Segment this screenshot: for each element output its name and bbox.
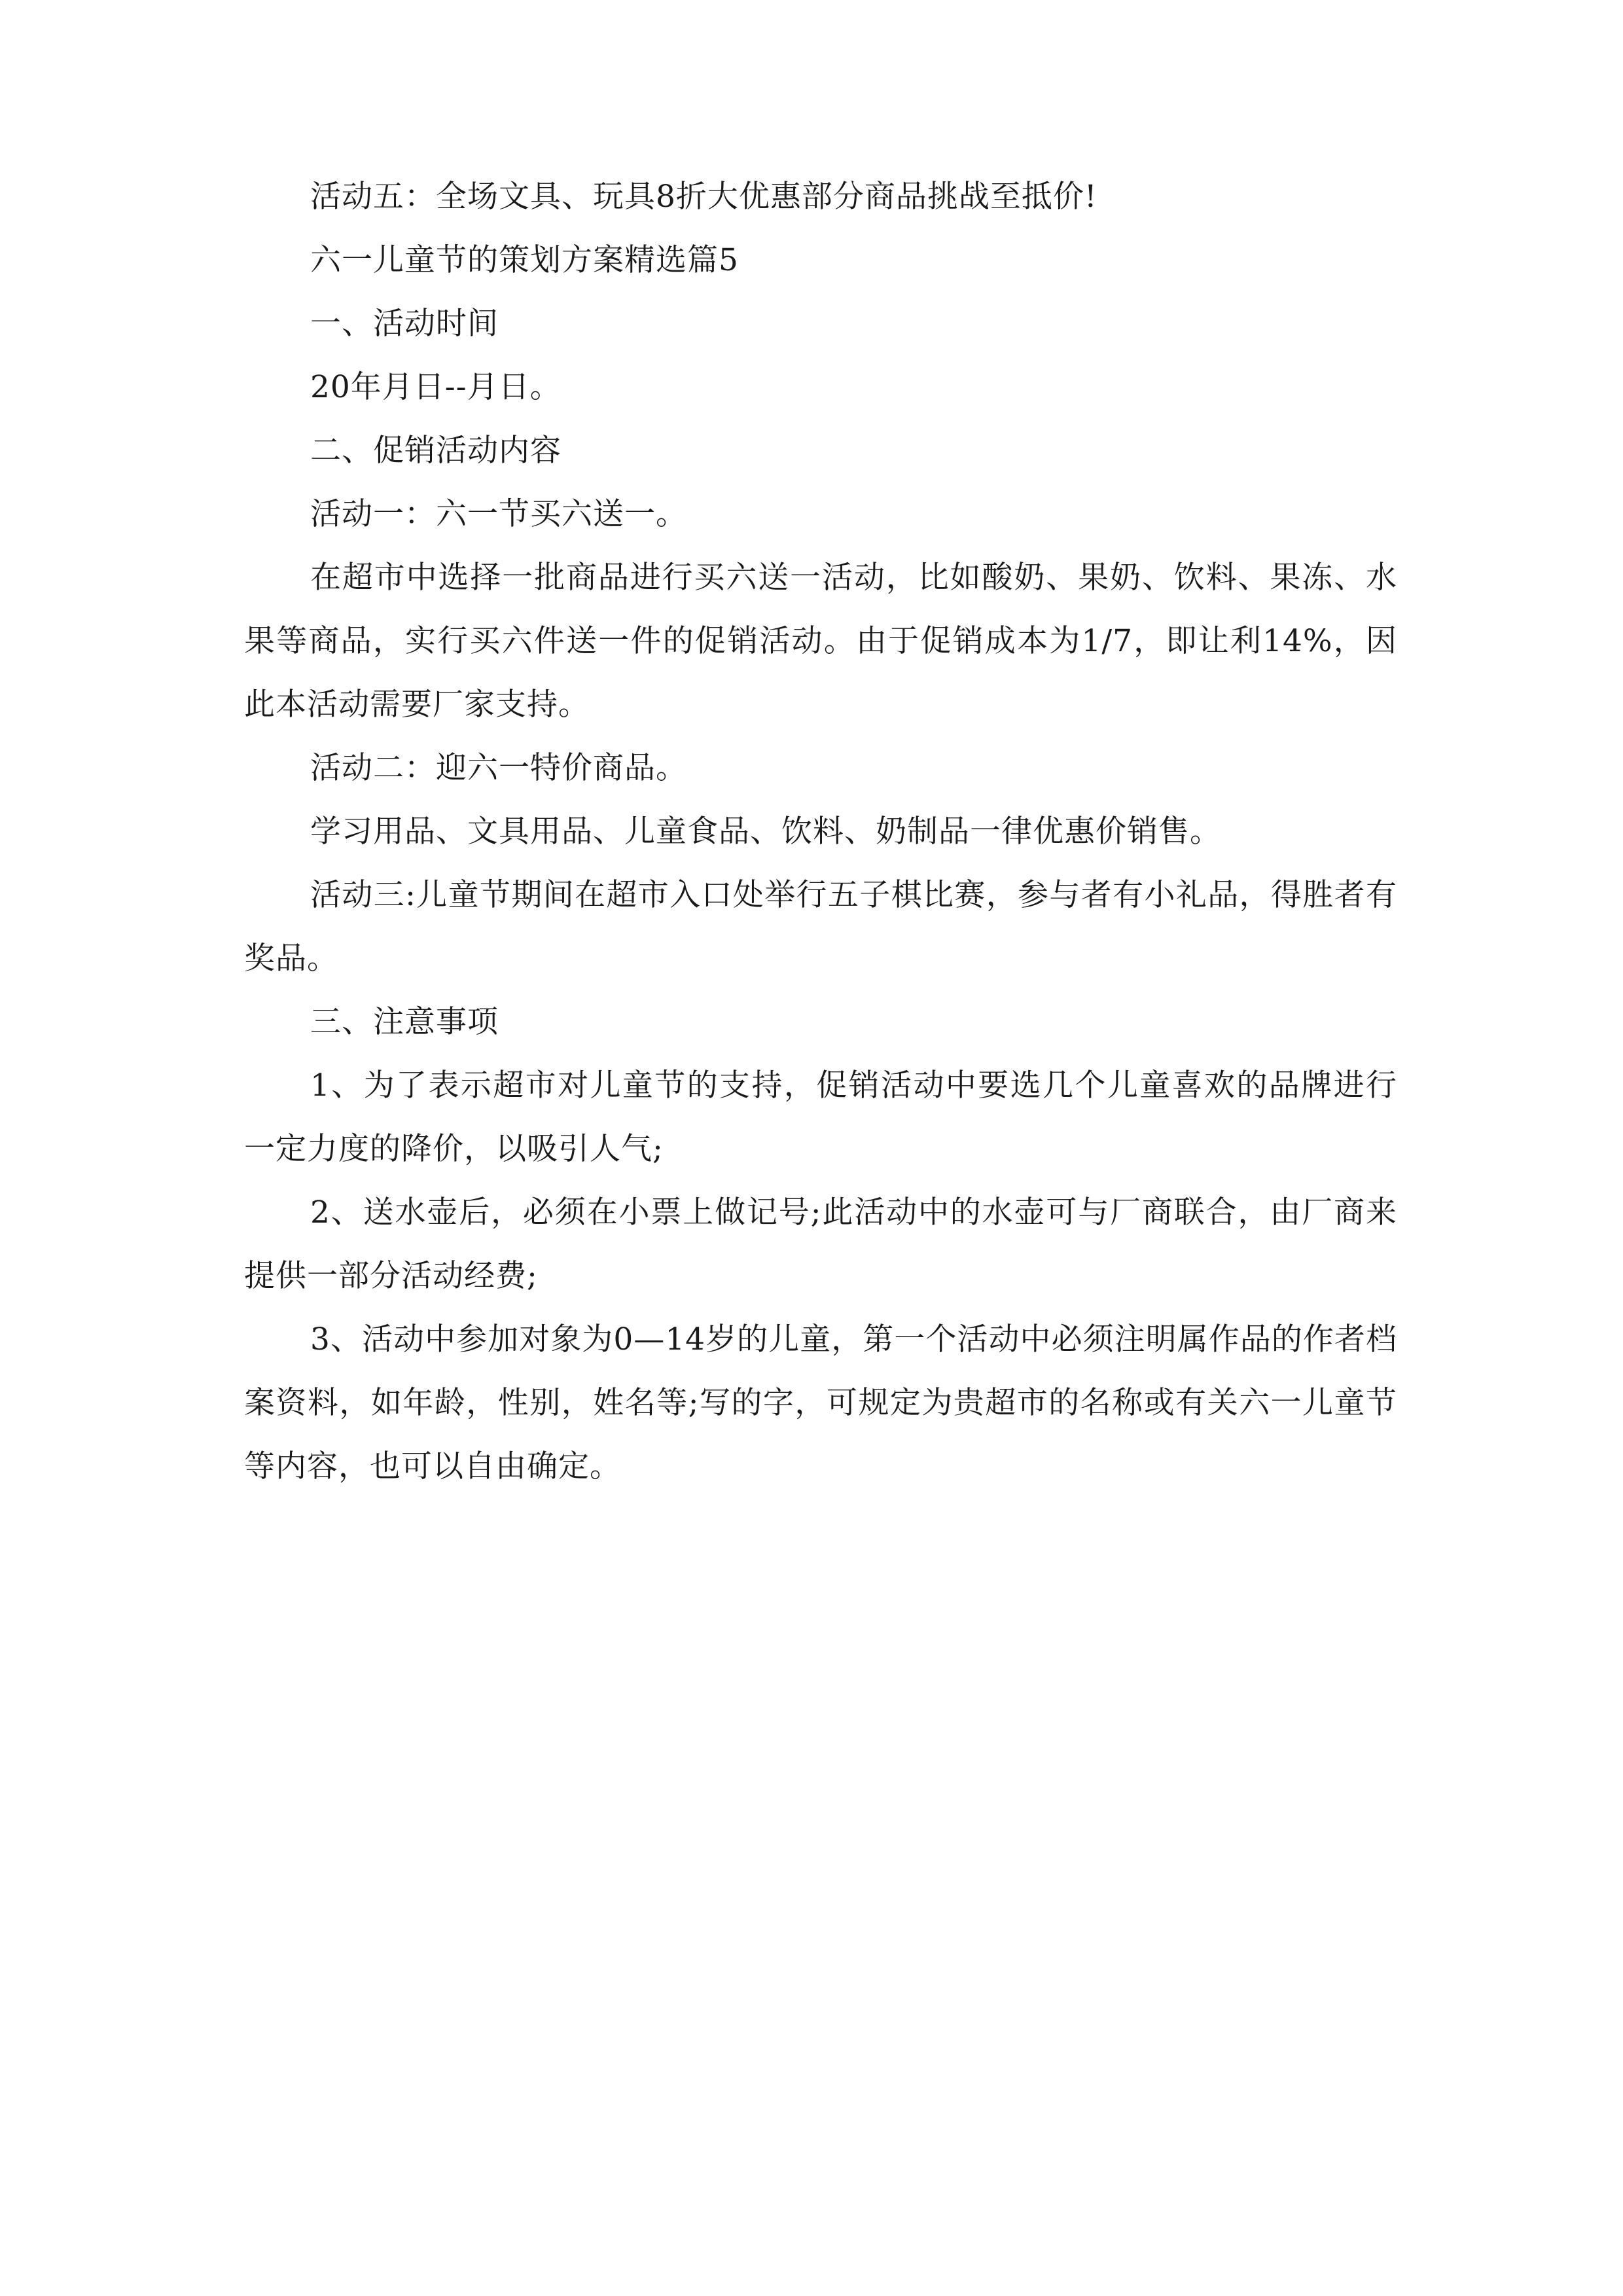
heading-notes: 三、注意事项 bbox=[310, 1004, 499, 1040]
paragraph-activity-two: 活动二：迎六一特价商品。 bbox=[310, 750, 687, 786]
section-title-plan-5: 六一儿童节的策划方案精选篇5 bbox=[310, 242, 739, 278]
paragraph-activity-two-detail: 学习用品、文具用品、儿童食品、饮料、奶制品一律优惠价销售。 bbox=[310, 814, 1221, 850]
paragraph-date-range: 20年月日--月日。 bbox=[310, 369, 562, 405]
paragraph-note-1: 1、为了表示超市对儿童节的支持，促销活动中要选几个儿童喜欢的品牌进行一定力度的降价，以吸引人气; bbox=[244, 1067, 1397, 1167]
paragraph-note-3: 3、活动中参加对象为0—14岁的儿童，第一个活动中必须注明属作品的作者档案资料，如年龄，性别，姓名等;写的字，可规定为贵超市的名称或有关六一儿童节等内容，也可以自由确定。 bbox=[244, 1321, 1397, 1484]
heading-promotion-content: 二、促销活动内容 bbox=[310, 433, 562, 469]
paragraph-activity-three: 活动三:儿童节期间在超市入口处举行五子棋比赛，参与者有小礼品，得胜者有奖品。 bbox=[244, 877, 1397, 977]
document-body bbox=[244, 165, 1397, 1498]
paragraph-activity-one: 活动一：六一节买六送一。 bbox=[310, 496, 687, 532]
heading-activity-time: 一、活动时间 bbox=[310, 306, 499, 342]
paragraph-activity-one-detail: 在超市中选择一批商品进行买六送一活动，比如酸奶、果奶、饮料、果冻、水果等商品，实行买六件送一件的促销活动。由于促销成本为1/7，即让利14%，因此本活动需要厂家支持。 bbox=[244, 560, 1397, 723]
paragraph-note-2: 2、送水壶后，必须在小票上做记号;此活动中的水壶可与厂商联合，由厂商来提供一部分活动经费; bbox=[244, 1194, 1397, 1294]
paragraph-activity-five: 活动五：全场文具、玩具8折大优惠部分商品挑战至抵价! bbox=[310, 179, 1097, 215]
